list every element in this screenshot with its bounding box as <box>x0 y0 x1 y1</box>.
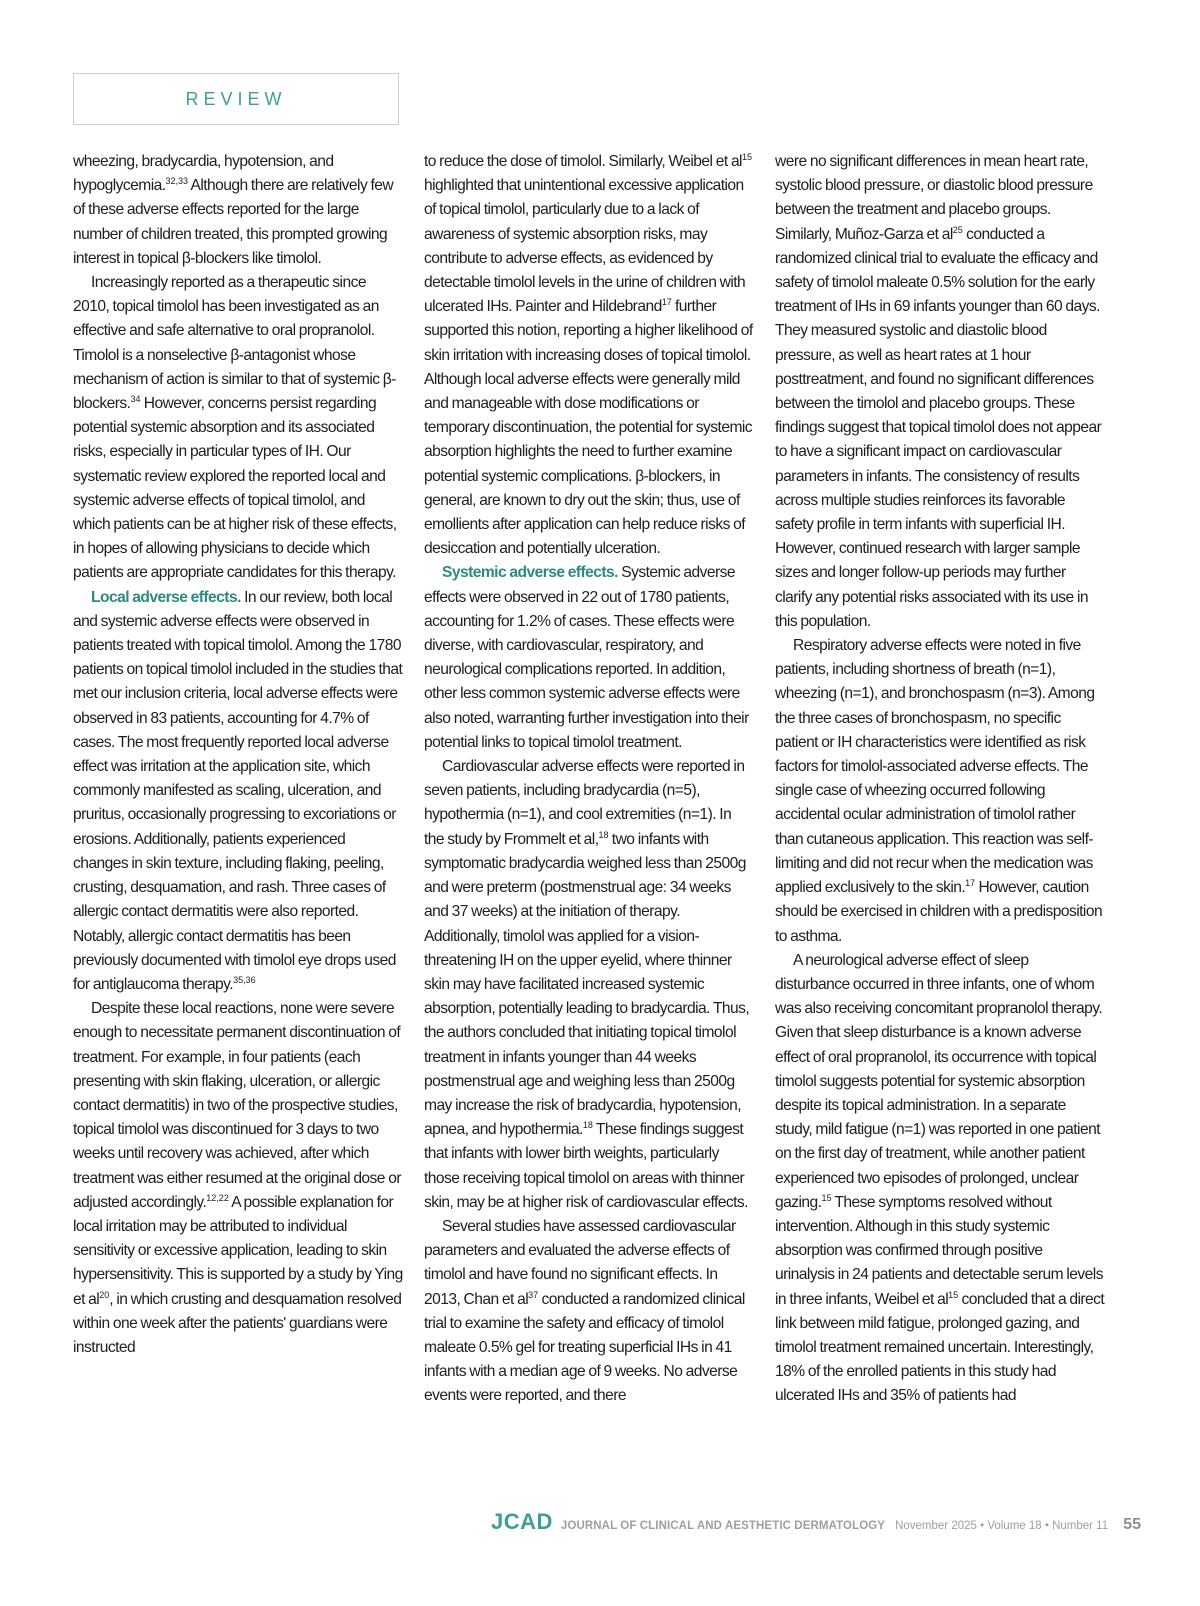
section-label: REVIEW <box>185 88 287 109</box>
paragraph: Increasingly reported as a therapeutic since 2010, topical timolol has been investigated as an effective and safe alternative to oral propranolol. Timolol is a nonselective β-antagonist whose mechanism of action is similar to that of systemic β-blockers.$^{34}$ However, concerns persist regarding potential systemic absorption and its associated risks, especially in particular types of IH. Our systematic review explored the reported local and systemic adverse effects of topical timolol, and which patients can be at higher risk of these effects, in hopes of allowing physicians to decide which patients are appropriate candidates for this therapy. <box>73 274 397 582</box>
citation: 15 <box>948 1289 959 1300</box>
citation: 37 <box>528 1289 539 1300</box>
citation: 17 <box>965 878 976 889</box>
citation: 15 <box>741 152 752 162</box>
subsection-heading: Local adverse effects. <box>91 588 241 606</box>
citation: 34 <box>130 394 141 405</box>
paragraph: to reduce the dose of timolol. Similarly, Weibel et $al^{15}$ highlighted that unintentional excessive application of topical timolol, particularly due to a lack of awareness of systemic absorption risks, may contribute to adverse effects, as evidenced by detectable timolol levels in the urine of children with ulcerated IHs. Painter and Hildebrand$^{17}$ further supported this notion, reporting a higher likelihood of skin irritation with increasing doses of topical timolol. Although local adverse effects were generally mild and manageable with dose modifications or temporary discontinuation, the potential for systemic absorption highlights the need to further examine potential systemic complications. β-blockers, in general, are known to dry out the skin; thus, use of emollients after application can help reduce risks of desiccation and potentially ulceration. <box>424 152 753 558</box>
journal-name: JOURNAL OF CLINICAL AND AESTHETIC DERMATOLOGY <box>560 1520 886 1532</box>
citation: 17 <box>661 297 672 308</box>
subsection-heading: Systemic adverse effects. <box>442 564 618 582</box>
citation: 25 <box>952 224 963 235</box>
paragraph: Several studies have assessed cardiovascular parameters and evaluated the adverse effects of timolol and have found no significant effects. In 2013, Chan et $al^{37}$ conducted a randomized clinical trial to examine the safety and efficacy of timolol maleate 0.5% gel for treating superficial IHs in 41 infants with a median age of 9 weeks. No adverse events were reported, and there <box>424 1217 745 1405</box>
issue-info: November 2025 • Volume 18 • Number 11 <box>895 1520 1109 1532</box>
paragraph: Local adverse effects. In our review, both local and systemic adverse effects were observed in patients treated with topical timolol. Among the 1780 patients on topical timolol included in the studies that met our inclusion criteria, local adverse effects were observed in 83 patients, accounting for 4.7% of cases. The most frequently reported local adverse effect was irritation at the application site, which commonly manifested as scaling, ulceration, and pruritus, occasionally progressing to excoriations or erosions. Additionally, patients experienced changes in skin texture, including flaking, peeling, crusting, desquamation, and rash. Three cases of allergic contact dermatitis were also reported. Notably, allergic contact dermatitis has been previously documented with timolol eye drops used for antiglaucoma therapy.$^{35,36}$ <box>73 588 403 993</box>
paragraph: wheezing, bradycardia, hypotension, and hypoglycemia.$^{32,33}$ Although there are relatively few of these adverse effects reported for the large number of children treated, this prompted growing interest in topical β-blockers like timolol. <box>73 153 394 267</box>
paragraph: Respiratory adverse effects were noted in five patients, including shortness of breath (n=1), wheezing (n=1), and bronchospasm (n=3). Among the three cases of bronchospasm, no specific patient or IH characteristics were identified as risk factors for timolol-associated adverse effects. The single case of wheezing occurred following accidental ocular administration of timolol rather than cutaneous application. This reaction was self-limiting and did not recur when the medication was applied exclusively to the skin.$^{17}$ However, caution should be exercised in children with a predisposition to asthma. <box>775 637 1103 945</box>
citation: 35,36 <box>233 974 256 985</box>
section-label-box <box>73 73 399 125</box>
paragraph: Cardiovascular adverse effects were reported in seven patients, including bradycardia (n=5), hypothermia (n=1), and cool extremities (n=1). In the study by Frommelt et al,$^{18}$ two infants with symptomatic bradycardia weighed less than 2500g and were preterm (postmenstrual age: 34 weeks and 37 weeks) at the initiation of therapy. Additionally, timolol was applied for a vision-threatening IH on the upper eyelid, where thinner skin may have facilitated increased systemic absorption, potentially leading to bradycardia. Thus, the authors concluded that initiating topical timolol treatment in infants younger than 44 weeks postmenstrual age and weighing less than 2500g may increase the risk of bradycardia, hypotension, apnea, and hypothermia.$^{18}$ These findings suggest that infants with lower birth weights, particularly those receiving topical timolol on areas with thinner skin, may be at higher risk of cardiovascular effects. <box>424 758 750 1211</box>
citation: 20 <box>99 1289 110 1300</box>
paragraph: were no significant differences in mean heart rate, systolic blood pressure, or diastolic blood pressure between the treatment and placebo groups. Similarly, Muñoz-Garza et $al^{25}$ conducted a randomized clinical trial to evaluate the efficacy and safety of timolol maleate 0.5% solution for the early treatment of IHs in 69 infants younger than 60 days. They measured systolic and diastolic blood pressure, as well as heart rates at 1 hour posttreatment, and found no significant differences between the timolol and placebo groups. These findings suggest that topical timolol does not appear to have a significant impact on cardiovascular parameters in infants. The consistency of results across multiple studies reinforces its favorable safety profile in term infants with superficial IH. However, continued research with larger sample sizes and longer follow-up periods may further clarify any potential risks associated with its use in this population. <box>775 153 1102 630</box>
citation: 18 <box>582 1120 593 1131</box>
citation: 32,33 <box>165 176 189 187</box>
page-footer <box>491 1509 1141 1539</box>
paragraph: A neurological adverse effect of sleep disturbance occurred in three infants, one of whom was also receiving concomitant propranolol therapy. Given that sleep disturbance is a known adverse effect of oral propranolol, its occurrence with topical timolol suggests potential for systemic absorption despite its topical administration. In a separate study, mild fatigue (n=1) was reported in one patient on the first day of treatment, while another patient experienced two episodes of prolonged, unclear gazing.$^{15}$ These symptoms resolved without intervention. Although in this study systemic absorption was confirmed through positive urinalysis in 24 patients and detectable serum levels in three infants, Weibel et $al^{15}$ concluded that a direct link between mild fatigue, prolonged gazing, and timolol treatment remained uncertain. Interestingly, 18% of the enrolled patients in this study had ulcerated IHs and 35% of patients had <box>775 951 1105 1405</box>
journal-logo: JCAD <box>491 1509 553 1534</box>
page-number: 55 <box>1123 1516 1141 1533</box>
citation: 18 <box>598 829 609 840</box>
paragraph: Systemic adverse effects. Systemic adverse effects were observed in 22 out of 1780 patients, accounting for 1.2% of cases. These effects were diverse, with cardiovascular, respiratory, and neurological complications reported. In addition, other less common systemic adverse effects were also noted, warranting further investigation into their potential links to topical timolol treatment. <box>424 564 749 751</box>
text-column-1 <box>73 150 403 1360</box>
text-column-2 <box>424 150 754 1409</box>
text-column-3 <box>775 150 1105 1409</box>
citation: 12,22 <box>206 1192 229 1203</box>
citation: 15 <box>821 1192 832 1203</box>
paragraph: Despite these local reactions, none were severe enough to necessitate permanent discontinuation of treatment. For example, in four patients (each presenting with skin flaking, ulceration, or allergic contact dermatitis) in two of the prospective studies, topical timolol was discontinued for 3 days to two weeks until recovery was achieved, after which treatment was either resumed at the original dose or adjusted accordingly.$^{12,22}$ A possible explanation for local irritation may be attributed to individual sensitivity or excessive application, leading to skin hypersensitivity. This is supported by a study by Ying et $al^{20}$, in which crusting and desquamation resolved within one week after the patients' guardians were instructed <box>73 1000 403 1356</box>
